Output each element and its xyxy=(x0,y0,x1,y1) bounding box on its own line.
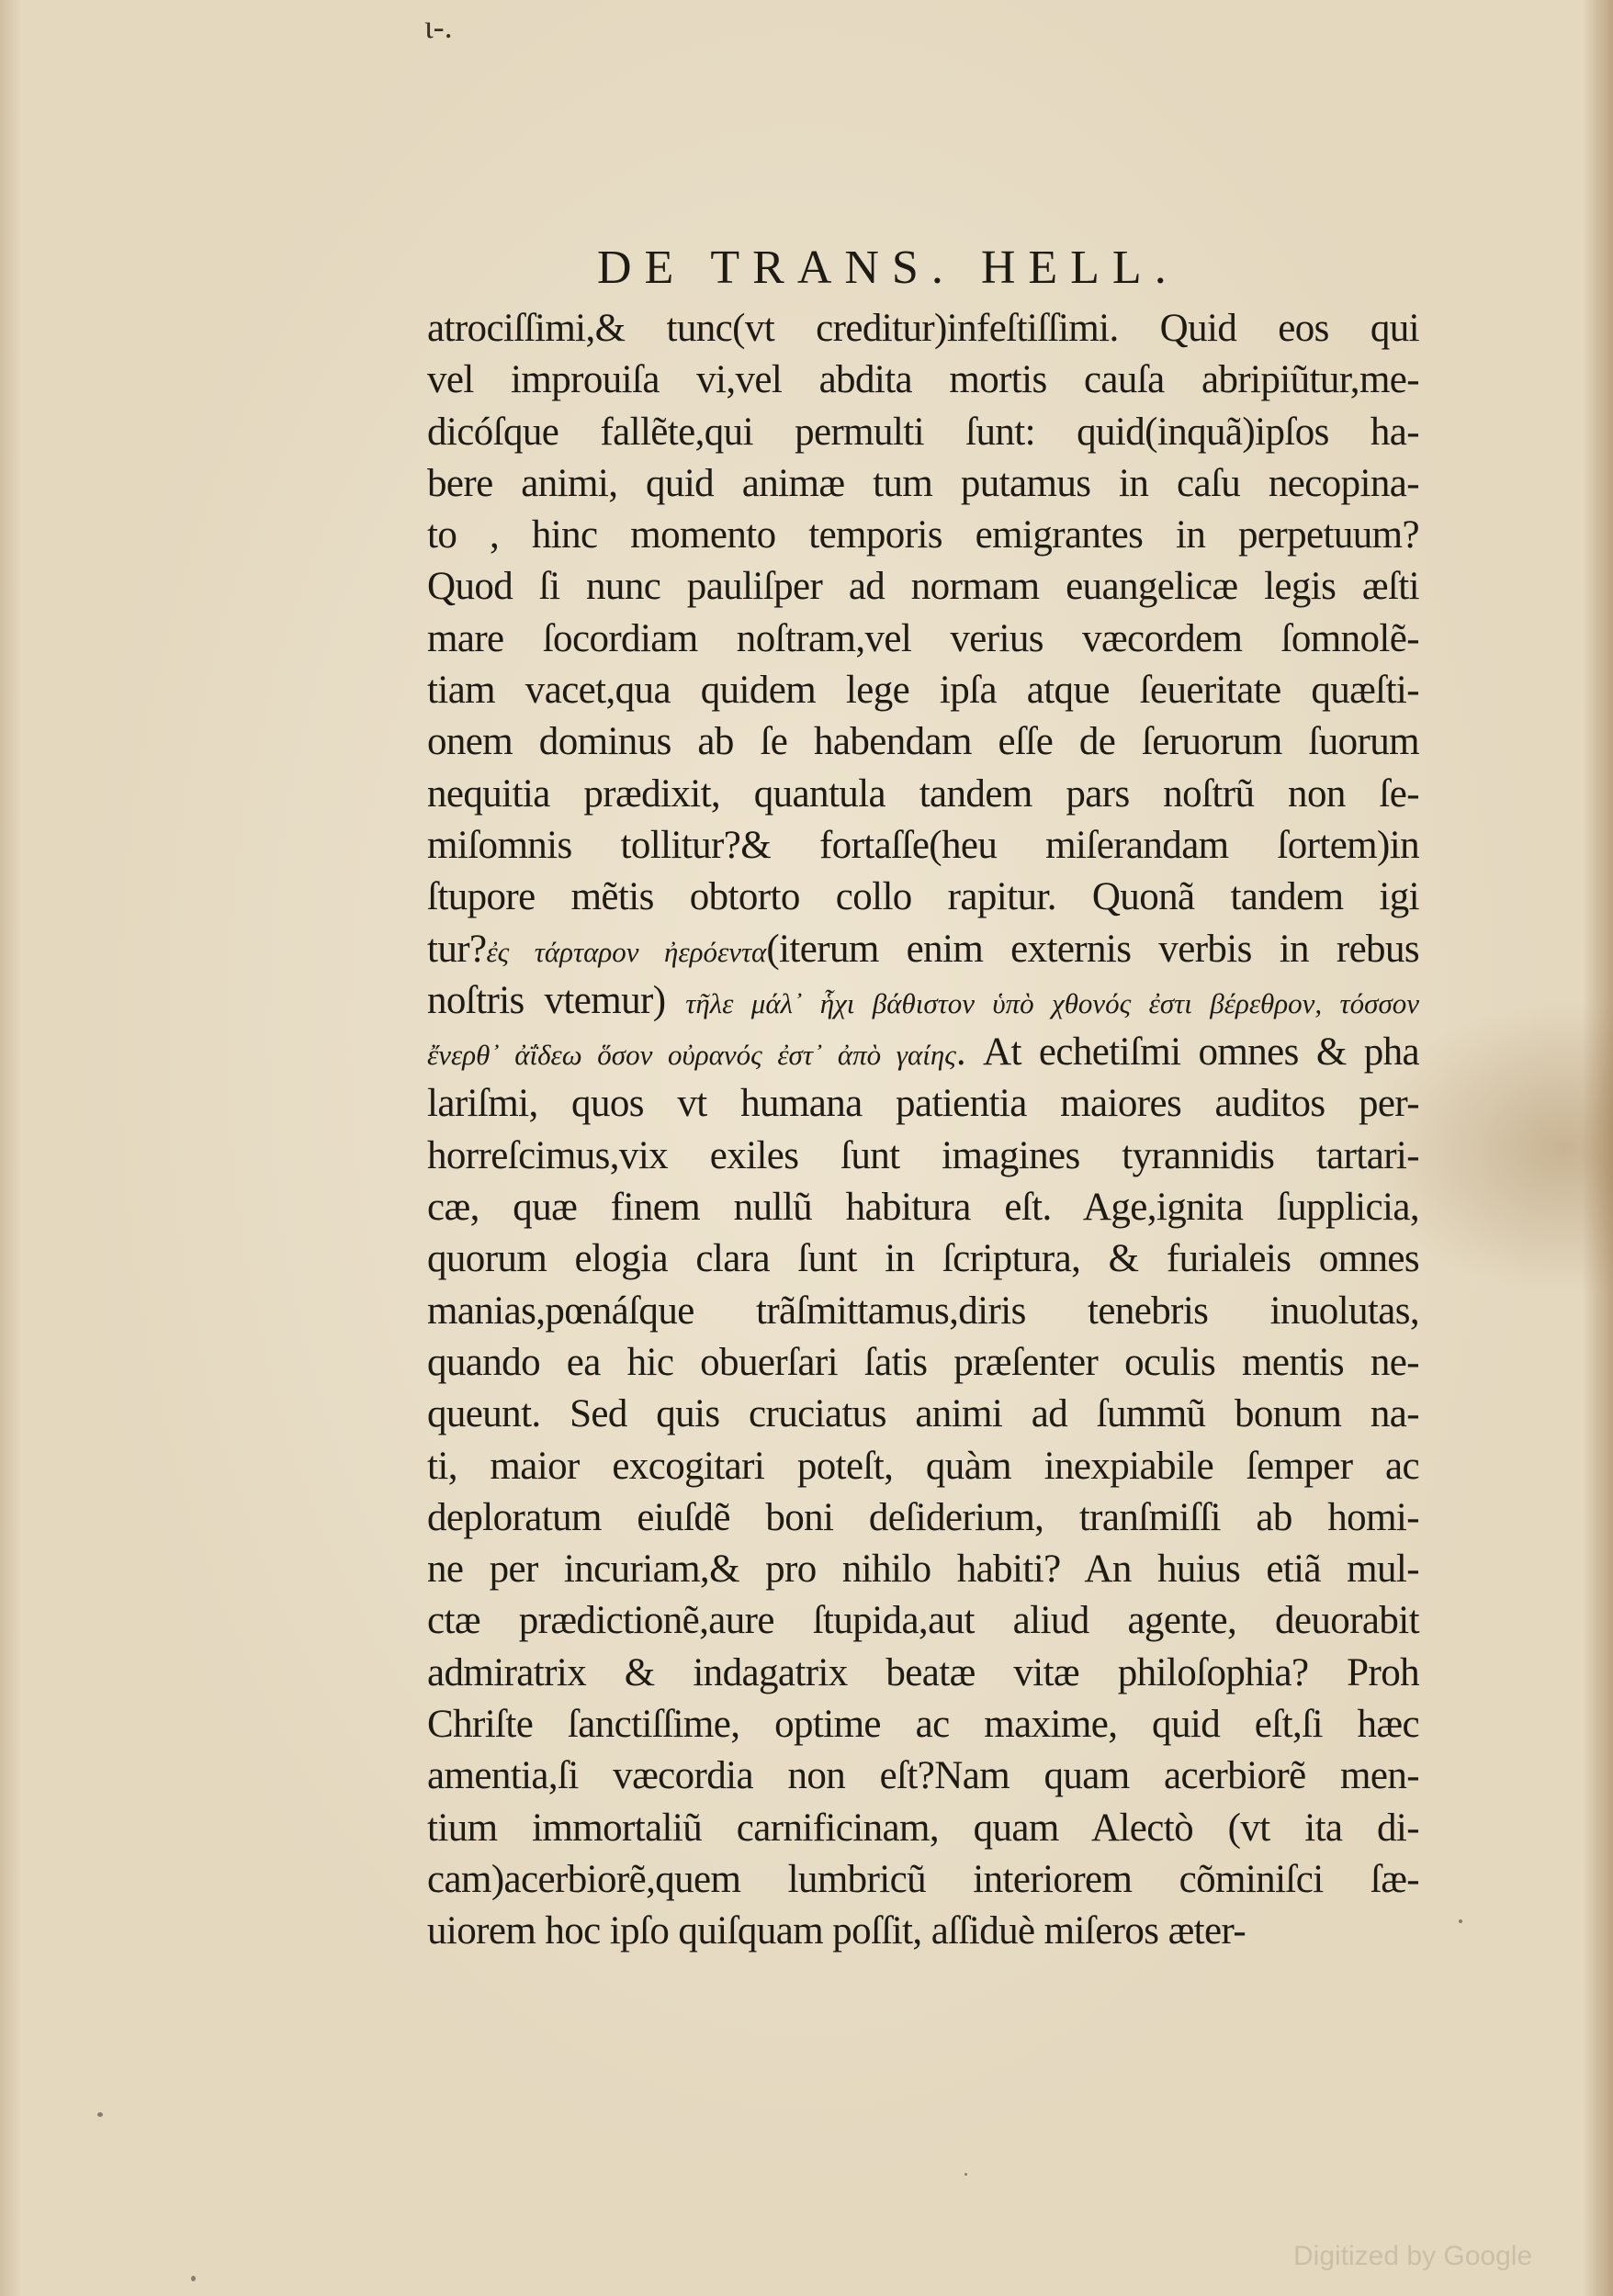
text-line xyxy=(427,665,1419,716)
greek-quotation: ἔνερθ᾽ ἀΐδεω ὅσον οὐρανός ἐστ᾽ ἀπὸ γαίης xyxy=(427,1039,956,1072)
page-left-edge-shadow xyxy=(0,0,22,2296)
text-line xyxy=(427,975,1419,1027)
page-right-edge-shadow xyxy=(1582,0,1613,2296)
text-line xyxy=(427,716,1419,768)
running-head: DE TRANS. HELL. xyxy=(597,242,1179,294)
text-segment: quando ea hic obuerſari ſatis præſenter oculis mentis ne- xyxy=(427,1340,1419,1384)
text-segment: Quod ſi nunc pauliſper ad normam euangelicæ legis æſti xyxy=(427,565,1419,609)
text-segment: miſomnis tollitur?& fortaſſe(heu miſerandam ſortem)in xyxy=(427,823,1419,867)
text-segment: cæ, quæ finem nullũ habitura eſt. Age,ignita ſupplicia, xyxy=(427,1186,1419,1230)
text-line xyxy=(427,1750,1419,1802)
text-segment: tiam vacet,qua quidem lege ipſa atque ſeueritate quæſti- xyxy=(427,669,1419,713)
text-line xyxy=(427,1337,1419,1389)
text-line xyxy=(427,924,1419,975)
text-segment: vel improuiſa vi,vel abdita mortis cauſa abripiũtur,me- xyxy=(427,358,1419,402)
text-line xyxy=(427,1803,1419,1854)
text-segment: atrociſſimi,& tunc(vt creditur)infeſtiſſimi. Quid eos qui xyxy=(427,307,1419,350)
text-line xyxy=(427,510,1419,561)
text-segment: onem dominus ab ſe habendam eſſe de ſeruorum ſuorum xyxy=(427,720,1419,764)
text-line xyxy=(427,1182,1419,1233)
text-segment: ctæ prædictionẽ,aure ſtupida,aut aliud agente, deuorabit xyxy=(427,1599,1419,1643)
text-segment: ſtupore mẽtis obtorto collo rapitur. Quonã tandem igi xyxy=(427,875,1419,919)
text-line xyxy=(427,407,1419,458)
text-segment: deploratum eiuſdẽ boni deſiderium, tranſmiſſi ab homi- xyxy=(427,1495,1419,1539)
text-line xyxy=(427,1595,1419,1647)
text-line xyxy=(427,769,1419,820)
text-segment: Chriſte ſanctiſſime, optime ac maxime, quid eſt,ſi hæc xyxy=(427,1703,1419,1747)
text-line xyxy=(427,1854,1419,1906)
text-line xyxy=(427,1027,1419,1078)
digitization-watermark: Digitized by Google xyxy=(1293,2241,1533,2271)
text-segment: amentia,ſi væcordia non eſt?Nam quam acerbiorẽ men- xyxy=(427,1754,1419,1798)
paper-speck xyxy=(191,2276,196,2281)
text-segment: nequitia prædixit, quantula tandem pars noſtrũ non ſe- xyxy=(427,771,1419,816)
text-segment: cam)acerbiorẽ,quem lumbricũ interiorem cõminiſci ſæ- xyxy=(427,1857,1419,1901)
text-segment: lariſmi, quos vt humana patientia maiores auditos per- xyxy=(427,1082,1419,1126)
text-segment: admiratrix & indagatrix beatæ vitæ philoſophia? Proh xyxy=(427,1650,1419,1694)
text-segment: bere animi, quid animæ tum putamus in caſu necopina- xyxy=(427,461,1419,505)
text-segment: queunt. Sed quis cruciatus animi ad ſummũ bonum na- xyxy=(427,1392,1419,1436)
text-segment: dicóſque fallẽte,qui permulti ſunt: quid(inquã)ipſos ha- xyxy=(427,410,1419,454)
text-line xyxy=(427,303,1419,355)
corner-ink-mark: ι-. xyxy=(424,8,453,45)
text-line xyxy=(427,1648,1419,1699)
greek-quotation: ἐς τάρταρον ἠερόεντα xyxy=(486,935,767,968)
text-segment: tium immortaliũ carnificinam, quam Alectò (vt ita di- xyxy=(427,1806,1419,1850)
paper-speck xyxy=(964,2173,967,2176)
text-line xyxy=(427,458,1419,510)
text-segment: ne per incuriam,& pro nihilo habiti? An huius etiã mul- xyxy=(427,1548,1419,1592)
text-segment: manias,pœnáſque trãſmittamus,diris tenebris inuolutas, xyxy=(427,1289,1419,1333)
text-segment: (iterum enim externis verbis in rebus xyxy=(766,927,1419,971)
text-line xyxy=(427,613,1419,665)
text-line xyxy=(427,1906,1419,1957)
text-segment: quorum elogia clara ſunt in ſcriptura, & furialeis omnes xyxy=(427,1237,1419,1281)
paper-speck xyxy=(1459,1919,1462,1923)
text-line xyxy=(427,1078,1419,1130)
text-line xyxy=(427,872,1419,923)
text-line xyxy=(427,1286,1419,1337)
body-text xyxy=(427,303,1419,1958)
text-segment: to , hinc momento temporis emigrantes in perpetuum? xyxy=(427,513,1419,557)
text-line xyxy=(427,1699,1419,1750)
text-line xyxy=(427,1233,1419,1285)
text-line xyxy=(427,1389,1419,1440)
text-segment: horreſcimus,vix exiles ſunt imagines tyrannidis tartari- xyxy=(427,1133,1419,1177)
text-line xyxy=(427,355,1419,406)
text-line xyxy=(427,1131,1419,1182)
paper-speck xyxy=(97,2112,103,2117)
text-segment: ti, maior excogitari poteſt, quàm inexpiabile ſemper ac xyxy=(427,1444,1419,1488)
text-segment: uiorem hoc ipſo quiſquam poſſit, aſſiduè miſeros æter- xyxy=(427,1909,1246,1953)
text-line xyxy=(427,561,1419,613)
greek-quotation: τῆλε μάλ᾽ ἧχι βάθιστον ὑπὸ χθονός ἐστι βέρεθρον, τόσσον xyxy=(685,986,1419,1019)
text-segment: noſtris vtemur) xyxy=(427,978,686,1022)
text-line xyxy=(427,820,1419,872)
text-line xyxy=(427,1492,1419,1544)
text-segment: mare ſocordiam noſtram,vel verius væcordem ſomnolẽ- xyxy=(427,616,1419,660)
text-segment: tur? xyxy=(427,927,487,971)
text-segment: . At echetiſmi omnes & pha xyxy=(955,1030,1419,1075)
text-line xyxy=(427,1544,1419,1595)
text-line xyxy=(427,1441,1419,1492)
